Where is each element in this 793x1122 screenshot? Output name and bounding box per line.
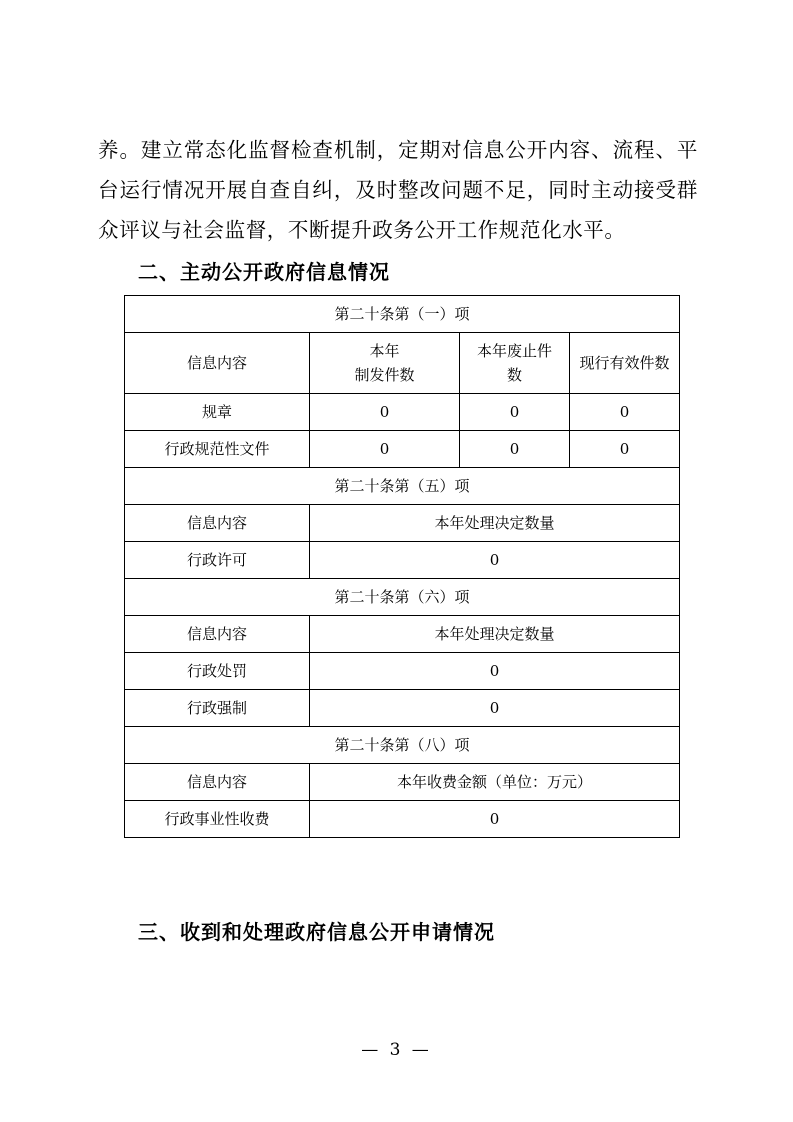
row-label: 规章 — [125, 394, 310, 431]
table-row-group-header — [125, 727, 680, 764]
column-header-decision-count: 本年处理决定数量 — [310, 505, 680, 542]
row-value: 0 — [570, 431, 680, 468]
column-header-abolished-count — [460, 333, 570, 394]
table-row — [125, 690, 680, 727]
column-header-effective-count: 现行有效件数 — [570, 333, 680, 394]
row-value: 0 — [310, 542, 680, 579]
table-row — [125, 801, 680, 838]
column-header-line1: 本年 — [369, 342, 400, 360]
table-row-group-header — [125, 296, 680, 333]
column-header-info-content: 信息内容 — [125, 764, 310, 801]
column-header-decision-count: 本年处理决定数量 — [310, 616, 680, 653]
column-header-info-content: 信息内容 — [125, 333, 310, 394]
column-header-line1: 本年废止件 — [476, 342, 552, 360]
row-value: 0 — [310, 394, 460, 431]
table-row-column-headers — [125, 505, 680, 542]
table-row-column-headers — [125, 333, 680, 394]
row-value: 0 — [310, 431, 460, 468]
government-information-table — [124, 295, 680, 838]
table-row-group-header — [125, 579, 680, 616]
row-value: 0 — [310, 653, 680, 690]
table-row-column-headers — [125, 616, 680, 653]
body-paragraph: 养。建立常态化监督检查机制，定期对信息公开内容、流程、平台运行情况开展自查自纠，及时整改问题不足，同时主动接受群众评议与社会监督，不断提升政务公开工作规范化水平。 — [98, 138, 698, 242]
row-label: 行政许可 — [125, 542, 310, 579]
group-header-cell: 第二十条第（一）项 — [125, 296, 680, 333]
section-title-three: 三、收到和处理政府信息公开申请情况 — [138, 920, 495, 944]
section-title-two: 二、主动公开政府信息情况 — [138, 260, 390, 284]
group-header-cell: 第二十条第（五）项 — [125, 468, 680, 505]
column-header-fee-amount: 本年收费金额（单位：万元） — [310, 764, 680, 801]
row-label: 行政规范性文件 — [125, 431, 310, 468]
column-header-info-content: 信息内容 — [125, 505, 310, 542]
row-value: 0 — [570, 394, 680, 431]
column-header-issued-count — [310, 333, 460, 394]
row-value: 0 — [460, 394, 570, 431]
column-header-line2: 制发件数 — [354, 366, 415, 384]
table-row-group-header — [125, 468, 680, 505]
table-row — [125, 653, 680, 690]
table-row — [125, 542, 680, 579]
group-header-cell: 第二十条第（八）项 — [125, 727, 680, 764]
row-value: 0 — [460, 431, 570, 468]
table-row — [125, 394, 680, 431]
row-value: 0 — [310, 801, 680, 838]
table-row-column-headers — [125, 764, 680, 801]
row-label: 行政强制 — [125, 690, 310, 727]
table-row — [125, 431, 680, 468]
row-value: 0 — [310, 690, 680, 727]
group-header-cell: 第二十条第（六）项 — [125, 579, 680, 616]
page-number: — 3 — — [361, 1040, 432, 1060]
column-header-info-content: 信息内容 — [125, 616, 310, 653]
column-header-line2: 数 — [506, 366, 522, 384]
row-label: 行政事业性收费 — [125, 801, 310, 838]
row-label: 行政处罚 — [125, 653, 310, 690]
